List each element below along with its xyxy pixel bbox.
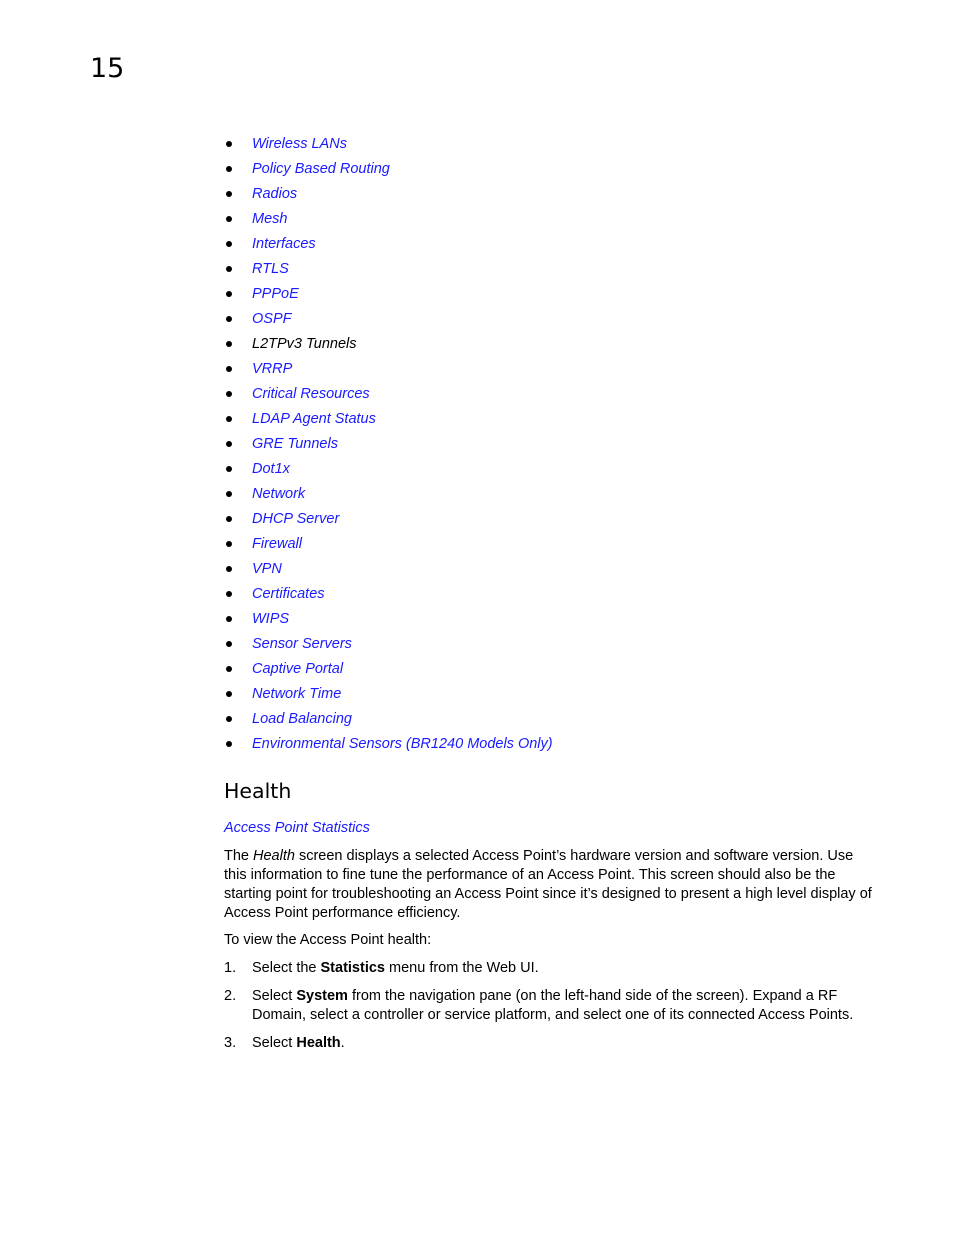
list-item xyxy=(226,582,553,607)
section-title-health: Health xyxy=(224,779,292,803)
list-item xyxy=(226,507,553,532)
bullet-icon xyxy=(226,216,232,222)
topic-link[interactable]: Interfaces xyxy=(252,236,316,252)
list-item xyxy=(226,682,553,707)
topic-link[interactable]: Critical Resources xyxy=(252,386,370,402)
chapter-number: 15 xyxy=(90,53,125,84)
step-number: 3. xyxy=(224,1035,237,1051)
bullet-icon xyxy=(226,241,232,247)
topic-link[interactable]: Wireless LANs xyxy=(252,136,347,152)
topic-link[interactable]: Sensor Servers xyxy=(252,636,352,652)
list-item xyxy=(226,632,553,657)
list-item xyxy=(226,382,553,407)
topic-link[interactable]: Radios xyxy=(252,186,298,202)
bullet-icon xyxy=(226,566,232,572)
intro-text-before: The xyxy=(224,848,254,864)
list-item xyxy=(226,407,553,432)
topic-link[interactable]: Dot1x xyxy=(252,461,290,477)
step-ui-term: Statistics xyxy=(320,960,385,976)
list-item xyxy=(226,607,553,632)
topic-link[interactable]: RTLS xyxy=(252,261,289,277)
topic-link[interactable]: OSPF xyxy=(252,311,292,327)
step-text: from the navigation pane (on the left-hand side of the screen). Expand a RF Domain, select a controller or service platform, and select one of its connected Access Points. xyxy=(252,988,854,1023)
bullet-icon xyxy=(226,741,232,747)
step-ui-term: Health xyxy=(296,1035,341,1051)
topic-link[interactable]: Network xyxy=(252,486,306,502)
topic-link[interactable]: WIPS xyxy=(252,611,290,627)
list-item xyxy=(226,482,553,507)
topic-label: L2TPv3 Tunnels xyxy=(252,336,357,352)
topic-link[interactable]: Certificates xyxy=(252,586,325,602)
topic-link[interactable]: VRRP xyxy=(252,361,293,377)
list-item xyxy=(226,432,553,457)
bullet-icon xyxy=(226,316,232,322)
topic-link[interactable]: LDAP Agent Status xyxy=(252,411,376,427)
topic-link[interactable]: Captive Portal xyxy=(252,661,344,677)
health-intro-paragraph xyxy=(224,847,874,923)
intro-text-after: screen displays a selected Access Point’s hardware version and software version. Use this information to fine tune the performance of an Access Point. This screen should also be the starting point for troubleshooting an Access Point since it’s designed to present a high level display of Access Point performance efficiency. xyxy=(224,848,872,921)
bullet-icon xyxy=(226,666,232,672)
list-item xyxy=(226,332,553,357)
step-text: menu from the Web UI. xyxy=(385,960,539,976)
bullet-icon xyxy=(226,266,232,272)
step-number: 2. xyxy=(224,988,237,1004)
bullet-icon xyxy=(226,191,232,197)
step-text: . xyxy=(340,1035,345,1051)
list-item xyxy=(226,732,553,757)
bullet-icon xyxy=(226,141,232,147)
list-item xyxy=(226,232,553,257)
bullet-icon xyxy=(226,466,232,472)
bullet-icon xyxy=(226,591,232,597)
bullet-icon xyxy=(226,441,232,447)
topic-link[interactable]: VPN xyxy=(252,561,282,577)
step-text: Select xyxy=(252,1035,297,1051)
procedure-step xyxy=(224,987,874,1025)
bullet-icon xyxy=(226,341,232,347)
bullet-icon xyxy=(226,166,232,172)
procedure-step xyxy=(224,1034,874,1053)
to-view-paragraph: To view the Access Point health: xyxy=(224,932,432,948)
step-number: 1. xyxy=(224,960,237,976)
statistics-topic-list xyxy=(226,132,553,757)
bullet-icon xyxy=(226,616,232,622)
bullet-icon xyxy=(226,541,232,547)
list-item xyxy=(226,307,553,332)
bullet-icon xyxy=(226,516,232,522)
bullet-icon xyxy=(226,491,232,497)
list-item xyxy=(226,457,553,482)
list-item xyxy=(226,182,553,207)
step-ui-term: System xyxy=(296,988,348,1004)
procedure-steps xyxy=(224,959,874,1062)
list-item xyxy=(226,282,553,307)
list-item xyxy=(226,132,553,157)
topic-link[interactable]: Firewall xyxy=(252,536,302,552)
bullet-icon xyxy=(226,391,232,397)
list-item xyxy=(226,657,553,682)
list-item xyxy=(226,532,553,557)
bullet-icon xyxy=(226,691,232,697)
bullet-icon xyxy=(226,716,232,722)
bullet-icon xyxy=(226,416,232,422)
list-item xyxy=(226,157,553,182)
topic-link[interactable]: GRE Tunnels xyxy=(252,436,338,452)
list-item xyxy=(226,707,553,732)
topic-link[interactable]: Load Balancing xyxy=(252,711,352,727)
topic-link[interactable]: Policy Based Routing xyxy=(252,161,390,177)
bullet-icon xyxy=(226,641,232,647)
list-item xyxy=(226,207,553,232)
list-item xyxy=(226,357,553,382)
step-text: Select xyxy=(252,988,297,1004)
topic-link[interactable]: PPPoE xyxy=(252,286,299,302)
intro-term-health: Health xyxy=(253,848,295,864)
topic-link[interactable]: Mesh xyxy=(252,211,288,227)
bullet-icon xyxy=(226,366,232,372)
topic-link[interactable]: Network Time xyxy=(252,686,342,702)
step-text: Select the xyxy=(252,960,321,976)
access-point-statistics-link[interactable]: Access Point Statistics xyxy=(224,820,370,836)
topic-link[interactable]: DHCP Server xyxy=(252,511,340,527)
list-item xyxy=(226,257,553,282)
topic-link[interactable]: Environmental Sensors (BR1240 Models Only) xyxy=(252,736,553,752)
list-item xyxy=(226,557,553,582)
procedure-step xyxy=(224,959,874,978)
bullet-icon xyxy=(226,291,232,297)
